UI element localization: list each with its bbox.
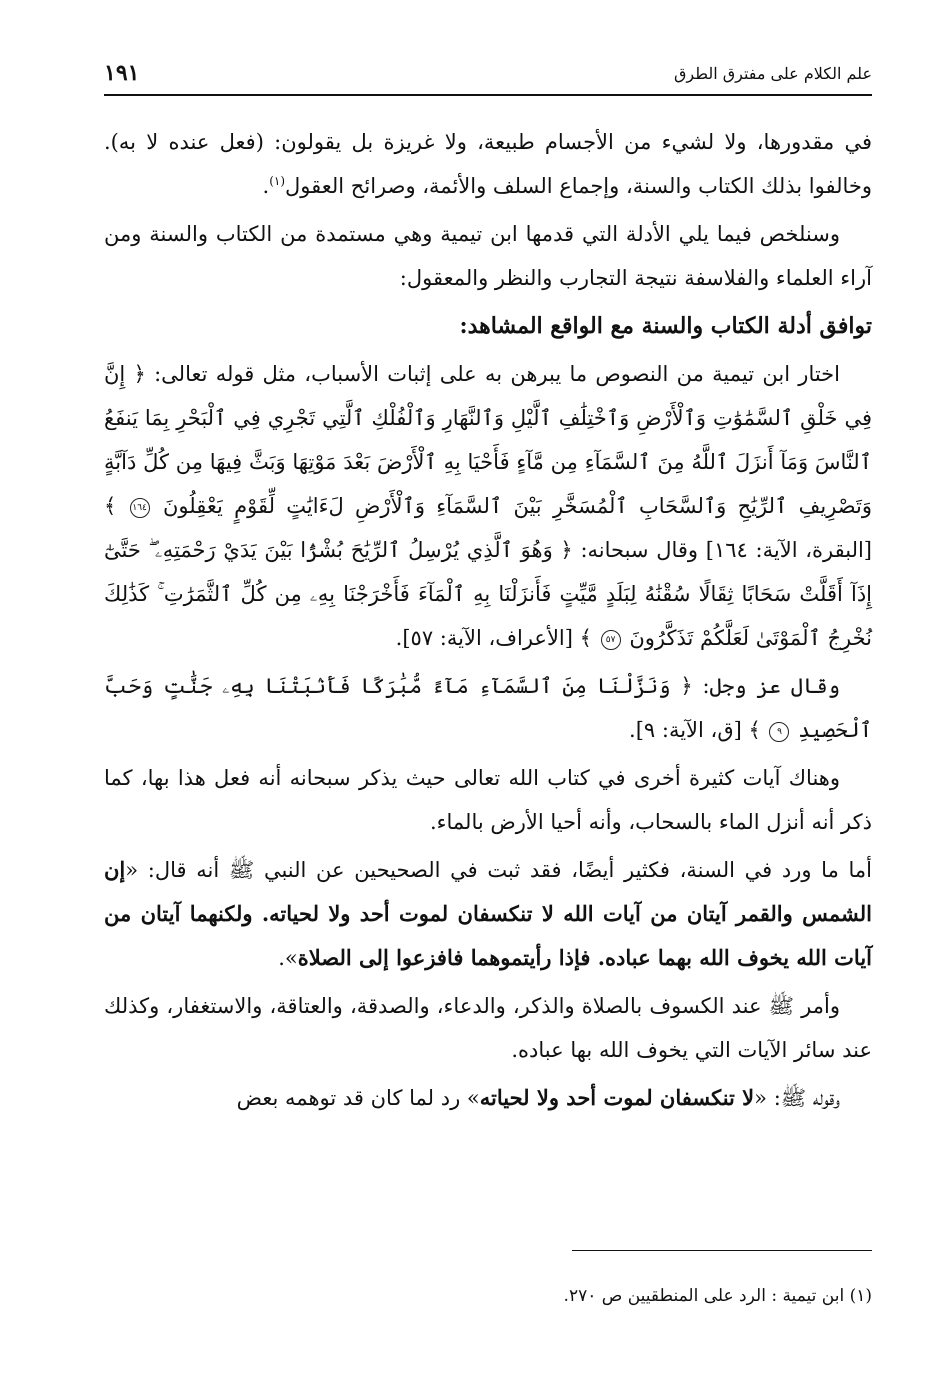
- paragraph-4-part-a: وقال عز وجل: ﴿ وَنَزَّلْنَا مِنَ ٱلسَّمَآءِ مَآءً مُّبَٰرَكًا فَأَنۢبَتْنَا بِهِۦ جَنَّٰتٍ وَحَبَّ ٱلْحَصِيدِ: [104, 674, 872, 742]
- main-text: [104, 120, 872, 1120]
- page-header: [104, 56, 872, 92]
- paragraph-4: [104, 664, 872, 752]
- paragraph-8: [104, 1076, 872, 1120]
- paragraph-6: [104, 848, 872, 980]
- page-number: ١٩١: [104, 60, 140, 86]
- paragraph-3-part-a: اختار ابن تيمية من النصوص ما يبرهن به على إثبات الأسباب، مثل قوله تعالى: ﴿ إِنَّ فِي خَلْقِ ٱلسَّمَٰوَٰتِ وَٱلْأَرْضِ وَٱخْتِلَٰفِ ٱلَّيْلِ وَٱلنَّهَارِ وَٱلْفُلْكِ ٱلَّتِي تَجْرِي فِي ٱلْبَحْرِ بِمَا يَنفَعُ ٱلنَّاسَ وَمَآ أَنزَلَ ٱللَّهُ مِنَ ٱلسَّمَآءِ مِن مَّآءٍ فَأَحْيَا بِهِ ٱلْأَرْضَ بَعْدَ مَوْتِهَا وَبَثَّ فِيهَا مِن كُلِّ دَآبَّةٍ وَتَصْرِيفِ ٱلرِّيَٰحِ وَٱلسَّحَابِ ٱلْمُسَخَّرِ بَيْنَ ٱلسَّمَآءِ وَٱلْأَرْضِ لَءَايَٰتٍ لِّقَوْمٍ يَعْقِلُونَ: [104, 362, 872, 518]
- footnote-rule: [572, 1250, 872, 1251]
- hadith-quote-short: لا تنكسفان لموت أحد ولا لحياته: [479, 1085, 755, 1110]
- paragraph-8-part-a: وقوله ﷺ: «: [754, 1086, 840, 1110]
- paragraph-4-part-b: ﴾ [ق، الآية: ٩].: [629, 718, 761, 742]
- paragraph-3-part-b: ﴾ [البقرة، الآية: ١٦٤] وقال سبحانه: ﴿ وَهُوَ ٱلَّذِي يُرْسِلُ ٱلرِّيَٰحَ بُشْرًۢا بَيْنَ يَدَيْ رَحْمَتِهِۦ ۖ حَتَّىٰٓ إِذَآ أَقَلَّتْ سَحَابًا ثِقَالًا سُقْنَٰهُ لِبَلَدٍ مَّيِّتٍ فَأَنزَلْنَا بِهِ ٱلْمَآءَ فَأَخْرَجْنَا بِهِۦ مِن كُلِّ ٱلثَّمَرَٰتِ ۚ كَذَٰلِكَ نُخْرِجُ ٱلْمَوْتَىٰ لَعَلَّكُمْ تَذَكَّرُونَ: [104, 494, 873, 650]
- paragraph-3-part-c: ﴾ [الأعراف، الآية: ٥٧].: [395, 626, 592, 650]
- paragraph-5: وهناك آيات كثيرة أخرى في كتاب الله تعالى حيث يذكر سبحانه أنه فعل هذا بها، كما ذكر أنه أنزل الماء بالسحاب، وأنه أحيا الأرض بالماء.: [104, 766, 872, 834]
- paragraph-3: [104, 352, 872, 660]
- running-title: علم الكلام على مفترق الطرق: [673, 64, 872, 83]
- paragraph-8-part-b: » رد لما كان قد توهمه بعض: [236, 1086, 480, 1110]
- header-rule: [104, 94, 872, 96]
- paragraph-1: [104, 120, 872, 208]
- ayah-number-icon: ٩: [769, 722, 789, 742]
- paragraph-1-end: .: [262, 174, 270, 198]
- footnote: (١) ابن تيمية : الرد على المنطقيين ص ٢٧٠.: [563, 1286, 872, 1306]
- hadith-quote: إن الشمس والقمر آيتان من آيات الله لا تنكسفان لموت أحد ولا لحياته. ولكنهما آيتان من آيات الله يخوف الله بهما عباده. فإذا رأيتموهما فافزعوا إلى الصلاة: [104, 857, 872, 970]
- paragraph-6-part-a: أما ما ورد في السنة، فكثير أيضًا، فقد ثبت في الصحيحين عن النبي ﷺ أنه قال: «: [125, 858, 872, 882]
- footnote-reference[interactable]: (١): [269, 174, 286, 188]
- paragraph-2: وسنلخص فيما يلي الأدلة التي قدمها ابن تيمية وهي مستمدة من الكتاب والسنة ومن آراء العلماء والفلاسفة نتيجة التجارب والنظر والمعقول:: [104, 222, 872, 290]
- paragraph-7: وأمر ﷺ عند الكسوف بالصلاة والذكر، والدعاء، والصدقة، والعتاقة، والاستغفار، وكذلك عند سائر الآيات التي يخوف الله بها عباده.: [104, 994, 872, 1062]
- paragraph-1-text: في مقدورها، ولا لشيء من الأجسام طبيعة، ولا غريزة بل يقولون: (فعل عنده لا به). وخالفوا بذلك الكتاب والسنة، وإجماع السلف والأئمة، وصرائح العقول: [104, 130, 872, 198]
- paragraph-6-part-b: ».: [278, 946, 298, 970]
- section-heading: توافق أدلة الكتاب والسنة مع الواقع المشاهد:: [459, 313, 872, 339]
- ayah-number-icon: ١٦٤: [130, 498, 150, 518]
- ayah-number-icon: ٥٧: [601, 630, 621, 650]
